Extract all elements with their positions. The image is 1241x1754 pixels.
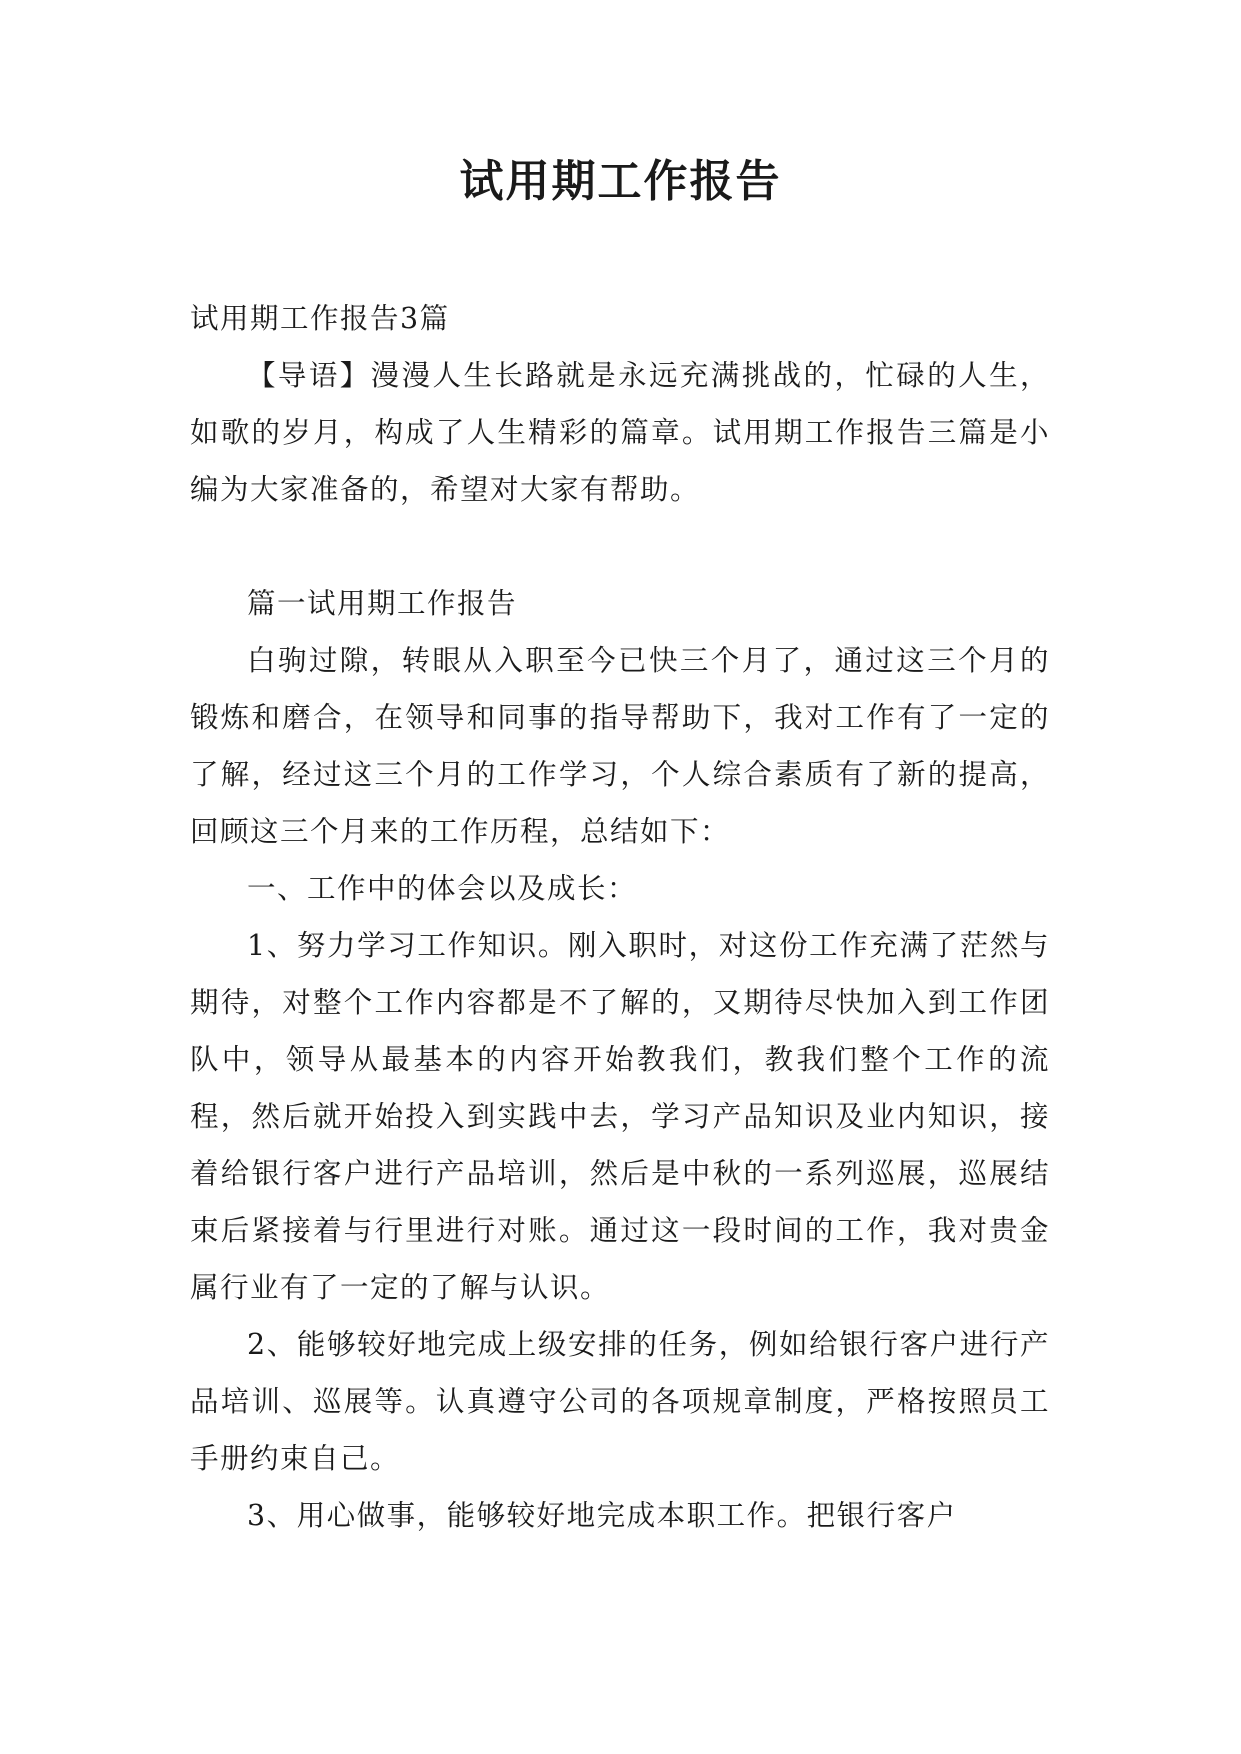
section-heading: 篇一试用期工作报告 [247,587,518,620]
list-item: 2、能够较好地完成上级安排的任务，例如给银行客户进行产品培训、巡展等。认真遵守公司的各项规章制度，严格按照员工手册约束自己。 [190,1328,1050,1475]
document-title: 试用期工作报告 [459,156,782,207]
list-item: 3、用心做事，能够较好地完成本职工作。把银行客户 [247,1499,957,1532]
document-body [190,290,1050,1544]
body-paragraph: 白驹过隙，转眼从入职至今已快三个月了，通过这三个月的锻炼和磨合，在领导和同事的指导帮助下，我对工作有了一定的了解，经过这三个月的工作学习，个人综合素质有了新的提高，回顾这三个月来的工作历程，总结如下： [190,644,1050,848]
intro-paragraph: 【导语】漫漫人生长路就是永远充满挑战的，忙碌的人生，如歌的岁月，构成了人生精彩的篇章。试用期工作报告三篇是小编为大家准备的，希望对大家有帮助。 [190,359,1050,506]
list-item: 1、努力学习工作知识。刚入职时，对这份工作充满了茫然与期待，对整个工作内容都是不了解的，又期待尽快加入到工作团队中，领导从最基本的内容开始教我们，教我们整个工作的流程，然后就开始投入到实践中去，学习产品知识及业内知识，接着给银行客户进行产品培训，然后是中秋的一系列巡展，巡展结束后紧接着与行里进行对账。通过这一段时间的工作，我对贵金属行业有了一定的了解与认识。 [190,929,1050,1304]
subtitle-paragraph: 试用期工作报告3篇 [190,302,450,335]
list-heading: 一、工作中的体会以及成长： [247,872,638,905]
